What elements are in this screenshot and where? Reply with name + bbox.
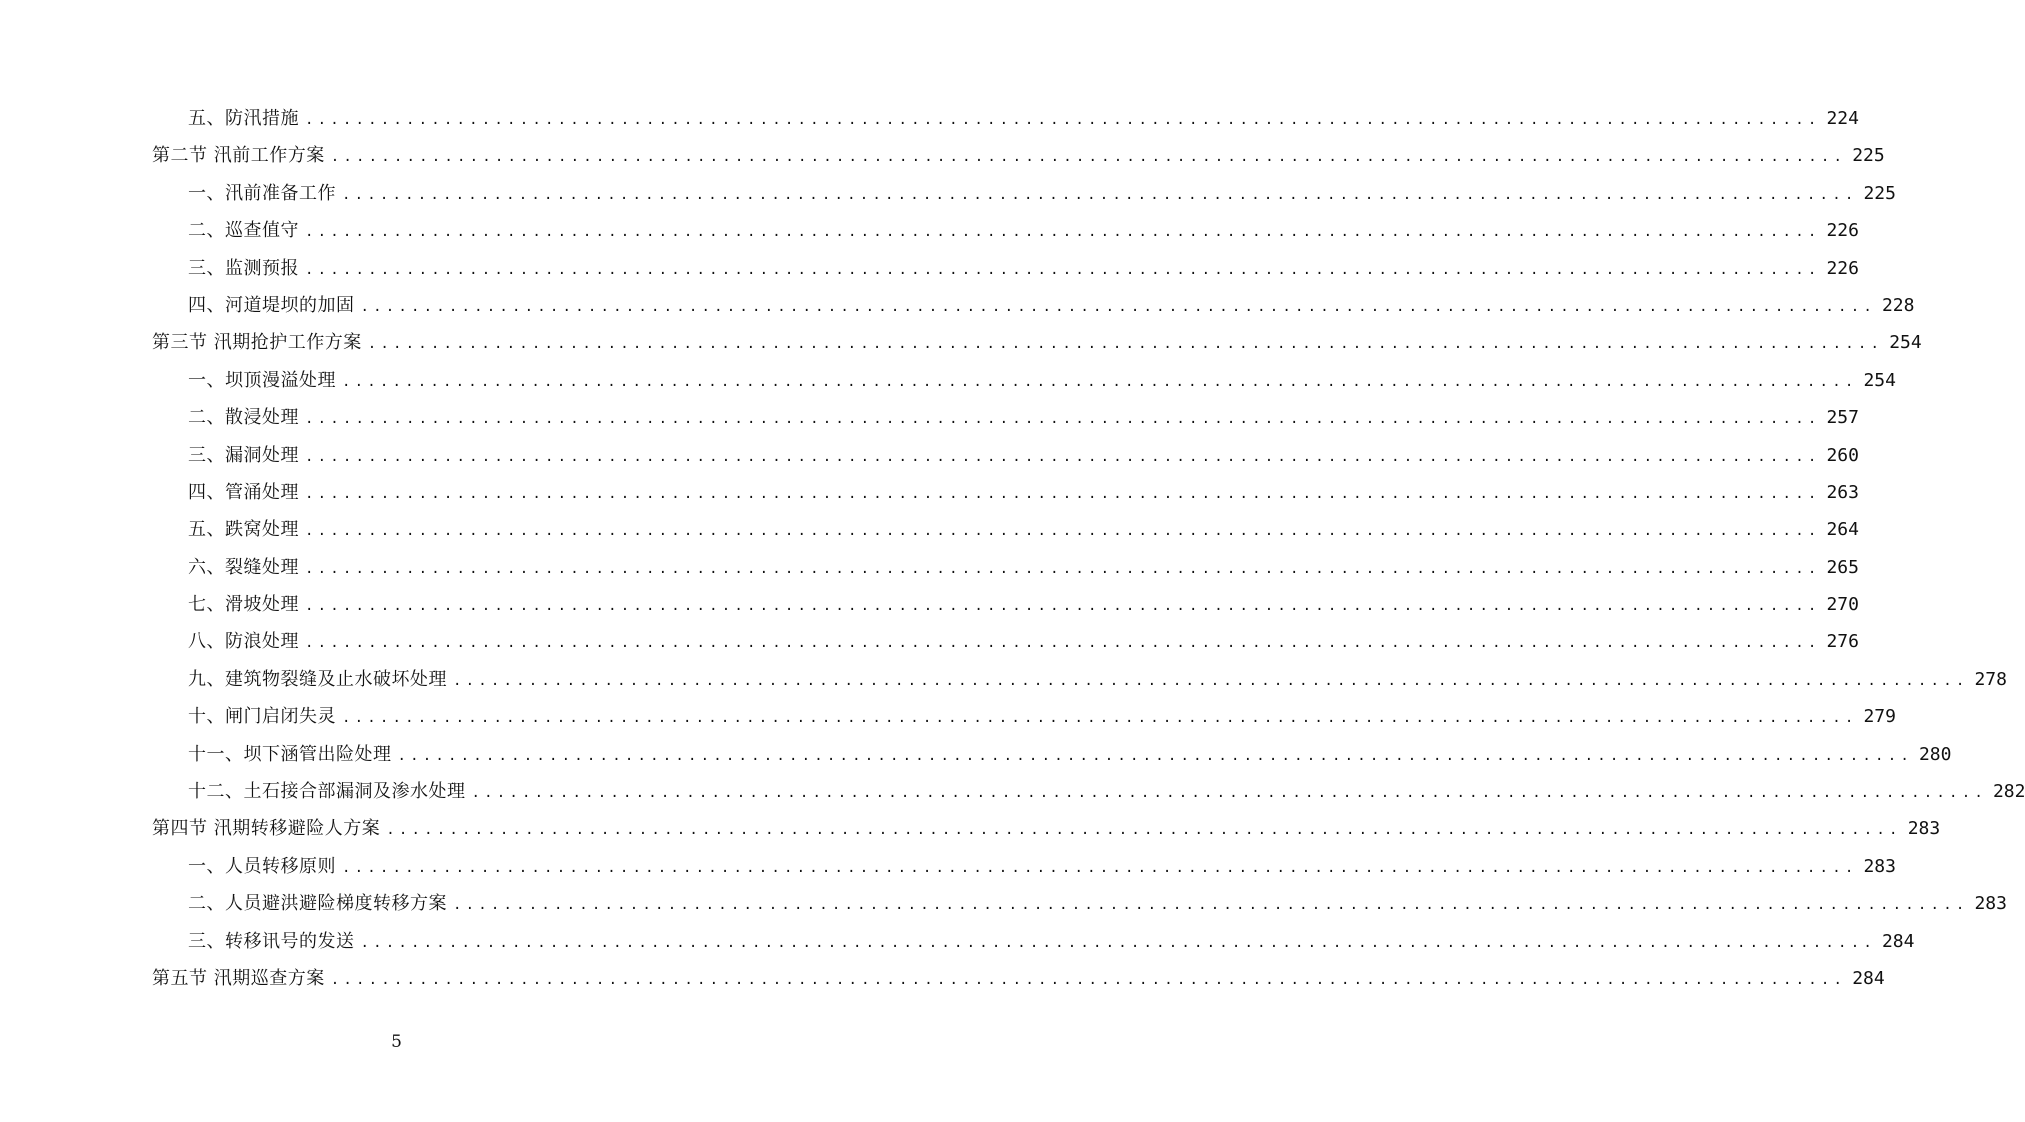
toc-entry-page: 283 [1974, 893, 2007, 915]
toc-subsection-entry[interactable] [152, 175, 1896, 212]
toc-dot-leader: ........................................................................................................................ [471, 785, 1987, 802]
toc-entry-label: 第五节 汛期巡查方案 [152, 967, 325, 989]
toc-entry-page: 279 [1863, 706, 1896, 728]
toc-dot-leader: ........................................................................................................................ [453, 897, 1969, 914]
toc-subsection-entry[interactable] [152, 623, 1859, 660]
toc-dot-leader: ........................................................................................................................ [342, 859, 1858, 876]
toc-dot-leader: ........................................................................................................................ [330, 971, 1847, 988]
toc-entry-page: 284 [1852, 967, 1885, 989]
toc-section-entry[interactable] [152, 137, 1885, 174]
toc-entry-label: 三、转移讯号的发送 [188, 930, 355, 952]
toc-subsection-entry[interactable] [152, 287, 1915, 324]
toc-dot-leader: ........................................................................................................................ [367, 336, 1884, 353]
toc-entry-page: 224 [1826, 108, 1859, 129]
toc-entry-page: 283 [1863, 855, 1896, 877]
toc-subsection-entry[interactable] [152, 437, 1859, 474]
toc-dot-leader: ........................................................................................................................ [305, 485, 1821, 502]
toc-entry-label: 三、监测预报 [188, 257, 299, 279]
toc-entry-page: 254 [1889, 332, 1922, 354]
toc-subsection-entry[interactable] [152, 698, 1896, 735]
toc-dot-leader: ........................................................................................................................ [360, 934, 1876, 951]
toc-entry-page: 283 [1907, 818, 1941, 840]
toc-entry-page: 257 [1826, 407, 1859, 429]
toc-entry-page: 226 [1826, 220, 1859, 242]
toc-entry-label: 一、汛前准备工作 [188, 182, 336, 204]
toc-entry-label: 一、人员转移原则 [188, 855, 336, 877]
toc-subsection-entry[interactable] [152, 399, 1859, 436]
toc-subsection-entry[interactable] [152, 100, 1859, 137]
toc-entry-page: 260 [1826, 444, 1859, 466]
toc-dot-leader: ........................................................................................................................ [453, 672, 1969, 689]
toc-dot-leader: ........................................................................................................................ [342, 373, 1858, 390]
toc-entry-label: 十、闸门启闭失灵 [188, 706, 336, 728]
toc-dot-leader: ........................................................................................................................ [305, 560, 1821, 577]
toc-dot-leader: ........................................................................................................................ [305, 598, 1821, 615]
toc-dot-leader: ........................................................................................................................ [305, 411, 1821, 428]
toc-entry-page: 280 [1918, 743, 1952, 765]
toc-dot-leader: ........................................................................................................................ [360, 298, 1876, 315]
toc-entry-label: 四、河道堤坝的加固 [188, 294, 355, 316]
toc-entry-label: 一、坝顶漫溢处理 [188, 369, 336, 391]
toc-entry-page: 276 [1826, 631, 1859, 653]
toc-subsection-entry[interactable] [152, 474, 1859, 511]
toc-entry-page: 228 [1881, 294, 1915, 316]
toc-dot-leader: ........................................................................................................................ [305, 448, 1821, 465]
toc-subsection-entry[interactable] [152, 885, 2007, 922]
toc-subsection-entry[interactable] [152, 586, 1859, 623]
toc-section-entry[interactable] [152, 960, 1885, 997]
toc-entry-page: 226 [1826, 257, 1859, 279]
toc-entry-label: 十二、土石接合部漏洞及渗水处理 [188, 781, 466, 803]
toc-entry-label: 十一、坝下涵管出险处理 [188, 743, 392, 765]
toc-dot-leader: ........................................................................................................................ [305, 112, 1821, 128]
toc-entry-label: 二、人员避洪避险梯度转移方案 [188, 893, 447, 915]
toc-dot-leader: ........................................................................................................................ [305, 523, 1821, 540]
toc-subsection-entry[interactable] [152, 923, 1915, 960]
toc-entry-label: 三、漏洞处理 [188, 444, 299, 466]
toc-subsection-entry[interactable] [152, 661, 2007, 698]
toc-entry-label: 第四节 汛期转移避险人方案 [152, 818, 381, 840]
toc-entry-page: 265 [1826, 556, 1859, 578]
toc-section-entry[interactable] [152, 810, 1941, 847]
toc-dot-leader: ........................................................................................................................ [397, 747, 1913, 764]
toc-entry-label: 八、防浪处理 [188, 631, 299, 653]
toc-entry-label: 四、管涌处理 [188, 481, 299, 503]
toc-entry-label: 第三节 汛期抢护工作方案 [152, 332, 362, 354]
toc-entry-page: 263 [1826, 481, 1859, 503]
toc-section-entry[interactable] [152, 324, 1922, 361]
toc-entry-page: 225 [1863, 182, 1896, 204]
toc-dot-leader: ........................................................................................................................ [330, 149, 1847, 166]
toc-entry-label: 九、建筑物裂缝及止水破坏处理 [188, 668, 447, 690]
toc-subsection-entry[interactable] [152, 511, 1859, 548]
toc-dot-leader: ........................................................................................................................ [342, 186, 1858, 203]
table-of-contents [152, 100, 2025, 997]
toc-entry-label: 五、防汛措施 [188, 108, 299, 129]
toc-entry-label: 五、跌窝处理 [188, 519, 299, 541]
toc-entry-label: 二、巡查值守 [188, 220, 299, 242]
page-number: 5 [391, 1032, 402, 1052]
toc-subsection-entry[interactable] [152, 736, 1952, 773]
toc-dot-leader: ........................................................................................................................ [305, 261, 1821, 278]
toc-entry-page: 282 [1992, 781, 2025, 803]
toc-entry-label: 七、滑坡处理 [188, 594, 299, 616]
toc-subsection-entry[interactable] [152, 250, 1859, 287]
toc-entry-page: 284 [1881, 930, 1915, 952]
toc-dot-leader: ........................................................................................................................ [305, 635, 1821, 652]
toc-entry-page: 264 [1826, 519, 1859, 541]
toc-entry-page: 254 [1863, 369, 1896, 391]
toc-subsection-entry[interactable] [152, 848, 1896, 885]
toc-entry-label: 六、裂缝处理 [188, 556, 299, 578]
toc-entry-page: 270 [1826, 594, 1859, 616]
toc-dot-leader: ........................................................................................................................ [386, 822, 1902, 839]
toc-subsection-entry[interactable] [152, 212, 1859, 249]
toc-dot-leader: ........................................................................................................................ [342, 710, 1858, 727]
toc-subsection-entry[interactable] [152, 362, 1896, 399]
toc-entry-label: 二、散浸处理 [188, 407, 299, 429]
toc-entry-page: 278 [1974, 668, 2007, 690]
toc-subsection-entry[interactable] [152, 773, 2025, 810]
toc-subsection-entry[interactable] [152, 549, 1859, 586]
toc-entry-page: 225 [1852, 145, 1885, 167]
toc-entry-label: 第二节 汛前工作方案 [152, 145, 325, 167]
toc-dot-leader: ........................................................................................................................ [305, 224, 1821, 241]
